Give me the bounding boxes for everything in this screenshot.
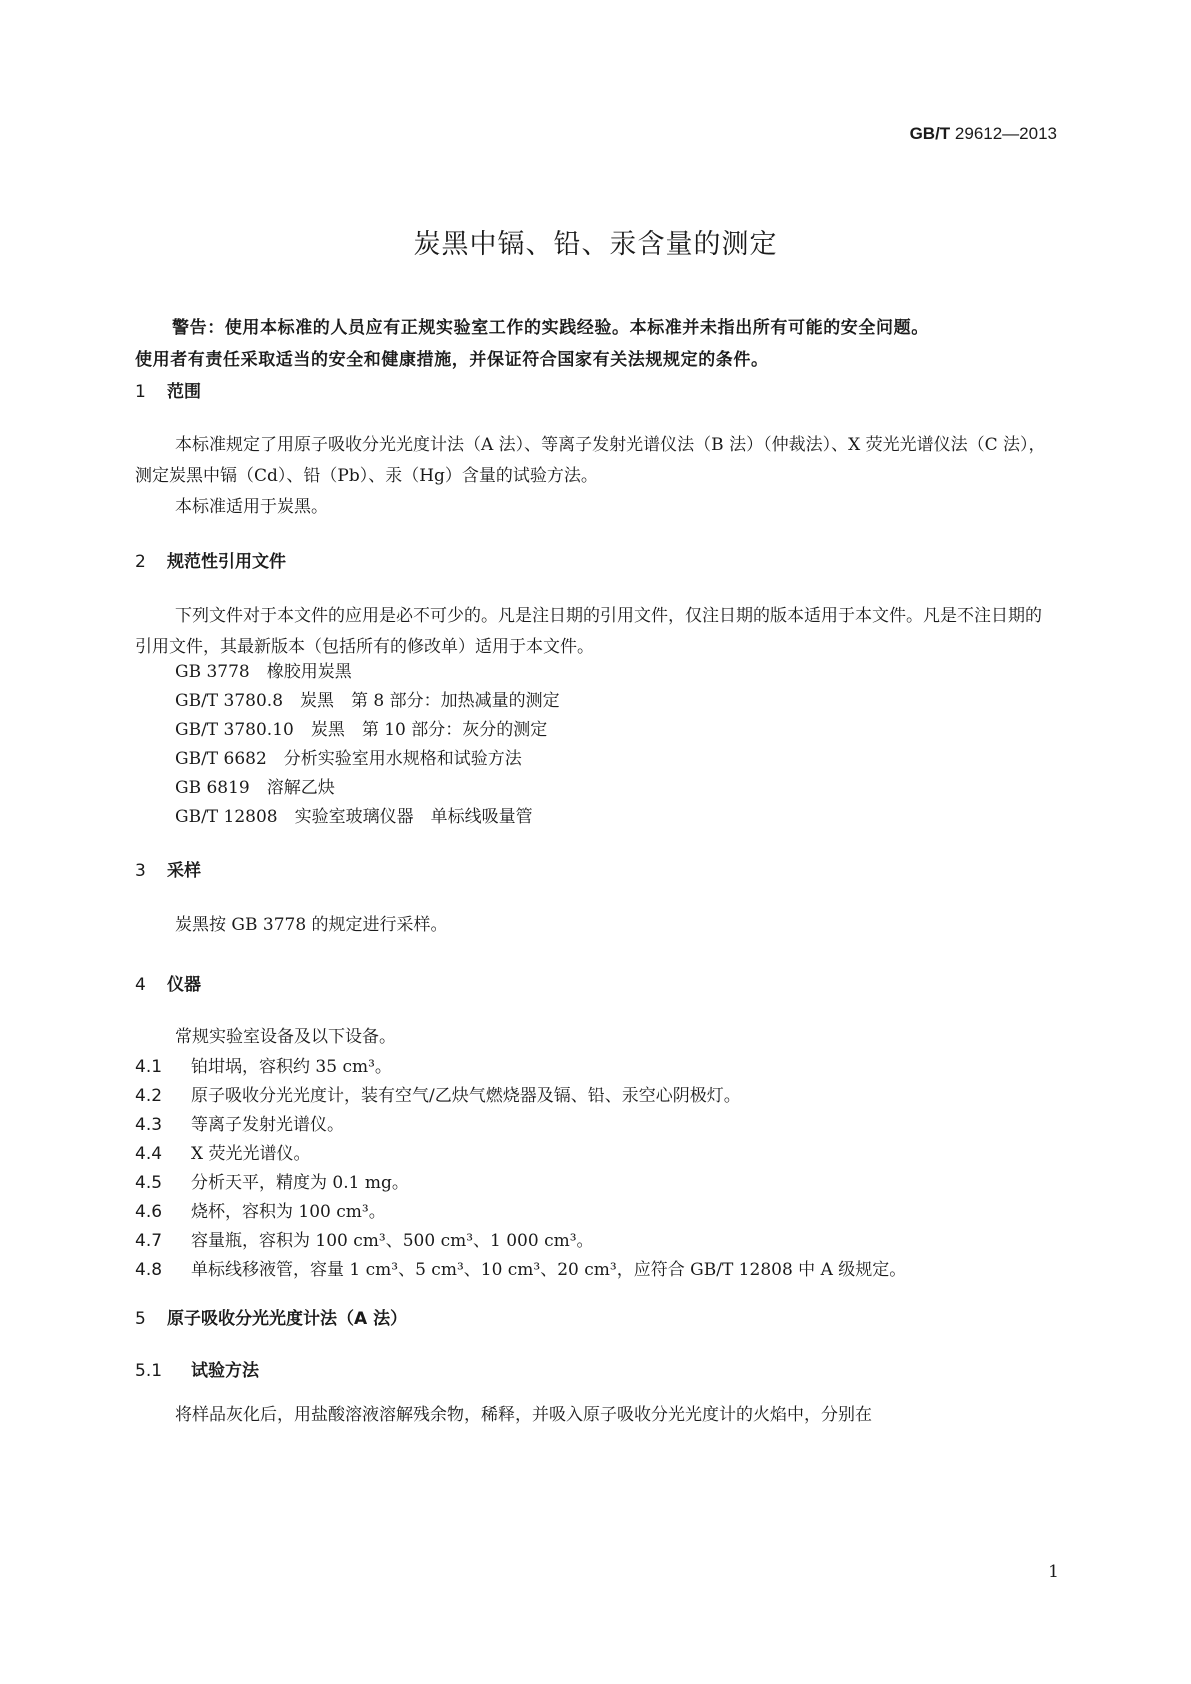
section-title: 规范性引用文件 <box>167 552 286 572</box>
item-text: 原子吸收分光光度计，装有空气/乙炔气燃烧器及镉、铅、汞空心阴极灯。 <box>191 1086 741 1106</box>
normative-references-list <box>175 658 560 832</box>
item-number: 4.1 <box>135 1057 163 1077</box>
instrument-item <box>135 1256 906 1285</box>
instrument-list <box>135 1053 906 1285</box>
item-text: 单标线移液管，容量 1 cm³、5 cm³、10 cm³、20 cm³，应符合 GB/T 12808 中 A 级规定。 <box>191 1260 907 1280</box>
section-4-intro <box>135 1022 1057 1053</box>
paragraph: 将样品灰化后，用盐酸溶液溶解残余物，稀释，并吸入原子吸收分光光度计的火焰中，分别在 <box>175 1405 872 1425</box>
instrument-item <box>135 1111 906 1140</box>
item-number: 4.7 <box>135 1231 163 1251</box>
item-number: 4.3 <box>135 1115 163 1135</box>
item-number: 4.5 <box>135 1173 163 1193</box>
section-1-body <box>135 430 1057 523</box>
instrument-item <box>135 1140 906 1169</box>
item-text: 分析天平，精度为 0.1 mg。 <box>191 1173 409 1193</box>
section-2-heading <box>135 547 286 572</box>
instrument-item <box>135 1169 906 1198</box>
reference-item: GB 6819 溶解乙炔 <box>175 778 335 798</box>
section-title: 采样 <box>167 861 201 881</box>
paragraph: 炭黑按 GB 3778 的规定进行采样。 <box>175 915 448 935</box>
reference-item: GB/T 6682 分析实验室用水规格和试验方法 <box>175 749 522 769</box>
section-5-heading <box>135 1304 407 1329</box>
instrument-item <box>135 1053 906 1082</box>
item-number: 4.4 <box>135 1144 163 1164</box>
document-title: 炭黑中镉、铅、汞含量的测定 <box>413 229 778 260</box>
item-text: 容量瓶，容积为 100 cm³、500 cm³、1 000 cm³。 <box>191 1231 594 1251</box>
page-number: 1 <box>1048 1562 1059 1582</box>
section-4-heading <box>135 970 201 995</box>
reference-item: GB/T 3780.10 炭黑 第 10 部分：灰分的测定 <box>175 720 548 740</box>
reference-item: GB 3778 橡胶用炭黑 <box>175 662 352 682</box>
reference-item: GB/T 3780.8 炭黑 第 8 部分：加热减量的测定 <box>175 691 560 711</box>
section-title: 仪器 <box>167 975 201 995</box>
item-text: 等离子发射光谱仪。 <box>191 1115 344 1135</box>
paragraph: 本标准适用于炭黑。 <box>175 497 328 517</box>
item-text: X 荧光光谱仪。 <box>191 1144 311 1164</box>
subsection-5-1-heading <box>135 1356 259 1381</box>
item-text: 烧杯，容积为 100 cm³。 <box>191 1202 386 1222</box>
paragraph: 下列文件对于本文件的应用是必不可少的。凡是注日期的引用文件，仅注日期的版本适用于本文件。凡是不注日期的引用文件，其最新版本（包括所有的修改单）适用于本文件。 <box>135 606 1042 657</box>
section-title: 原子吸收分光光度计法（A 法） <box>167 1309 408 1329</box>
standard-number <box>910 124 1057 144</box>
section-2-body <box>135 601 1057 663</box>
instrument-item <box>135 1082 906 1111</box>
section-number: 5 <box>135 1309 146 1329</box>
section-3-body <box>135 910 1057 941</box>
item-number: 4.6 <box>135 1202 163 1222</box>
standard-prefix: GB/T <box>909 124 951 143</box>
warning-line-1: 警告：使用本标准的人员应有正规实验室工作的实践经验。本标准并未指出所有可能的安全问题。 <box>172 318 929 338</box>
section-3-heading <box>135 856 201 881</box>
section-number: 4 <box>135 975 146 995</box>
warning-line-2: 使用者有责任采取适当的安全和健康措施，并保证符合国家有关法规规定的条件。 <box>135 350 769 370</box>
section-number: 3 <box>135 861 146 881</box>
instrument-item <box>135 1198 906 1227</box>
instrument-item <box>135 1227 906 1256</box>
item-number: 4.2 <box>135 1086 163 1106</box>
section-title: 范围 <box>167 382 201 402</box>
subsection-number: 5.1 <box>135 1361 163 1381</box>
warning-block <box>135 312 1057 376</box>
item-number: 4.8 <box>135 1260 163 1280</box>
section-5-body <box>135 1400 1057 1431</box>
paragraph: 本标准规定了用原子吸收分光光度计法（A 法）、等离子发射光谱仪法（B 法）（仲裁法）、X 荧光光谱仪法（C 法），测定炭黑中镉（Cd）、铅（Pb）、汞（Hg）含量的试验方法。 <box>135 435 1046 486</box>
paragraph: 常规实验室设备及以下设备。 <box>175 1027 396 1047</box>
section-1-heading <box>135 377 201 402</box>
standard-code: 29612—2013 <box>954 124 1057 143</box>
item-text: 铂坩埚，容积约 35 cm³。 <box>191 1057 392 1077</box>
reference-item: GB/T 12808 实验室玻璃仪器 单标线吸量管 <box>175 807 533 827</box>
section-number: 2 <box>135 552 146 572</box>
section-number: 1 <box>135 382 146 402</box>
subsection-title: 试验方法 <box>191 1361 259 1381</box>
